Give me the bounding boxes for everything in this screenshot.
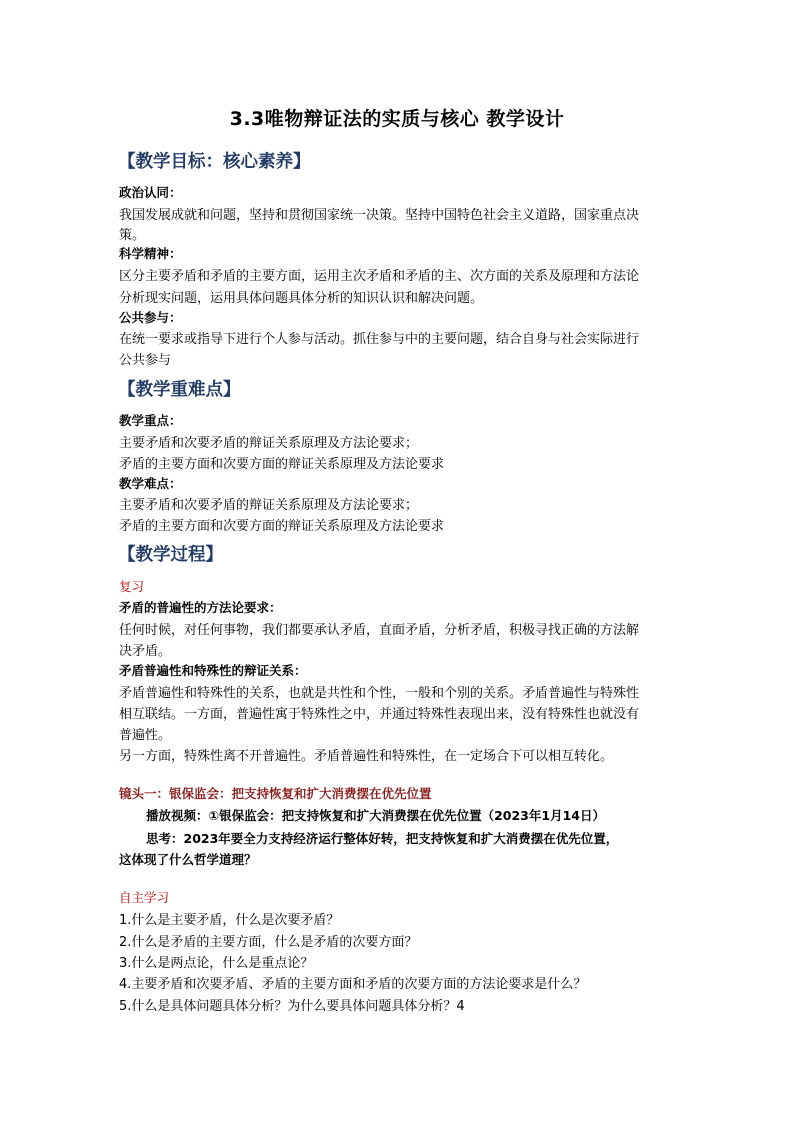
think-line: 思考：2023年要全力支持经济运行整体好转，把支持恢复和扩大消费摆在优先位置， <box>146 831 619 846</box>
relation-label: 矛盾普遍性和特殊性的辩证关系： <box>119 663 307 678</box>
question-item: 2.什么是矛盾的主要方面，什么是矛盾的次要方面？ <box>119 935 418 950</box>
question-item: 3.什么是两点论，什么是重点论？ <box>119 956 314 971</box>
process-heading: 【教学过程】 <box>118 545 223 565</box>
science-line: 区分主要矛盾和矛盾的主要方面，运用主次矛盾和矛盾的主、次方面的关系及原理和方法论 <box>119 269 640 284</box>
method-label: 矛盾的普遍性的方法论要求： <box>119 600 282 615</box>
science-line: 分析现实问题，运用具体问题具体分析的知识认识和解决问题。 <box>119 291 484 306</box>
question-item: 1.什么是主要矛盾，什么是次要矛盾？ <box>119 913 340 928</box>
relation-line: 矛盾普遍性和特殊性的关系，也就是共性和个性，一般和个别的关系。矛盾普遍性与特殊性 <box>119 686 640 701</box>
political-line: 我国发展成就和问题，坚持和贯彻国家统一决策。坚持中国特色社会主义道路，国家重点决 <box>119 208 640 223</box>
review-label: 复习 <box>119 579 145 594</box>
focus-line: 主要矛盾和次要矛盾的辩证关系原理及方法论要求； <box>119 436 419 451</box>
public-line: 公共参与 <box>119 353 172 368</box>
page-title: 3.3唯物辩证法的实质与核心 教学设计 <box>229 108 565 130</box>
self-study-label: 自主学习 <box>119 890 170 905</box>
relation-line: 普遍性。 <box>119 728 172 743</box>
difficulty-line: 矛盾的主要方面和次要方面的辩证关系原理及方法论要求 <box>119 519 445 534</box>
difficulty-label: 教学难点： <box>119 476 182 491</box>
method-line: 任何时候，对任何事物，我们都要承认矛盾，直面矛盾，分析矛盾，积极寻找正确的方法解 <box>119 623 640 638</box>
public-label: 公共参与： <box>119 310 182 325</box>
focus-line: 矛盾的主要方面和次要方面的辩证关系原理及方法论要求 <box>119 457 445 472</box>
think-line: 这体现了什么哲学道理？ <box>119 852 257 867</box>
shot-title: 镜头一：银保监会：把支持恢复和扩大消费摆在优先位置 <box>119 786 432 801</box>
relation-line: 另一方面，特殊性离不开普遍性。矛盾普遍性和特殊性，在一定场合下可以相互转化。 <box>119 749 614 764</box>
goals-heading: 【教学目标：核心素养】 <box>118 152 311 172</box>
science-label: 科学精神： <box>119 246 182 261</box>
political-label: 政治认同： <box>119 185 182 200</box>
question-item: 4.主要矛盾和次要矛盾、矛盾的主要方面和矛盾的次要方面的方法论要求是什么？ <box>119 977 587 992</box>
focus-label: 教学重点： <box>119 413 182 428</box>
public-line: 在统一要求或指导下进行个人参与活动。抓住参与中的主要问题，结合自身与社会实际进行 <box>119 332 640 347</box>
key-points-heading: 【教学重难点】 <box>118 380 241 400</box>
political-line: 策。 <box>119 228 146 243</box>
question-item: 5.什么是具体问题具体分析？为什么要具体问题具体分析？4 <box>119 999 465 1014</box>
method-line: 决矛盾。 <box>119 644 172 659</box>
difficulty-line: 主要矛盾和次要矛盾的辩证关系原理及方法论要求； <box>119 498 419 513</box>
video-line: 播放视频：①银保监会：把支持恢复和扩大消费摆在优先位置（2023年1月14日） <box>146 808 605 823</box>
relation-line: 相互联结。一方面，普遍性寓于特殊性之中，并通过特殊性表现出来，没有特殊性也就没有 <box>119 707 640 722</box>
